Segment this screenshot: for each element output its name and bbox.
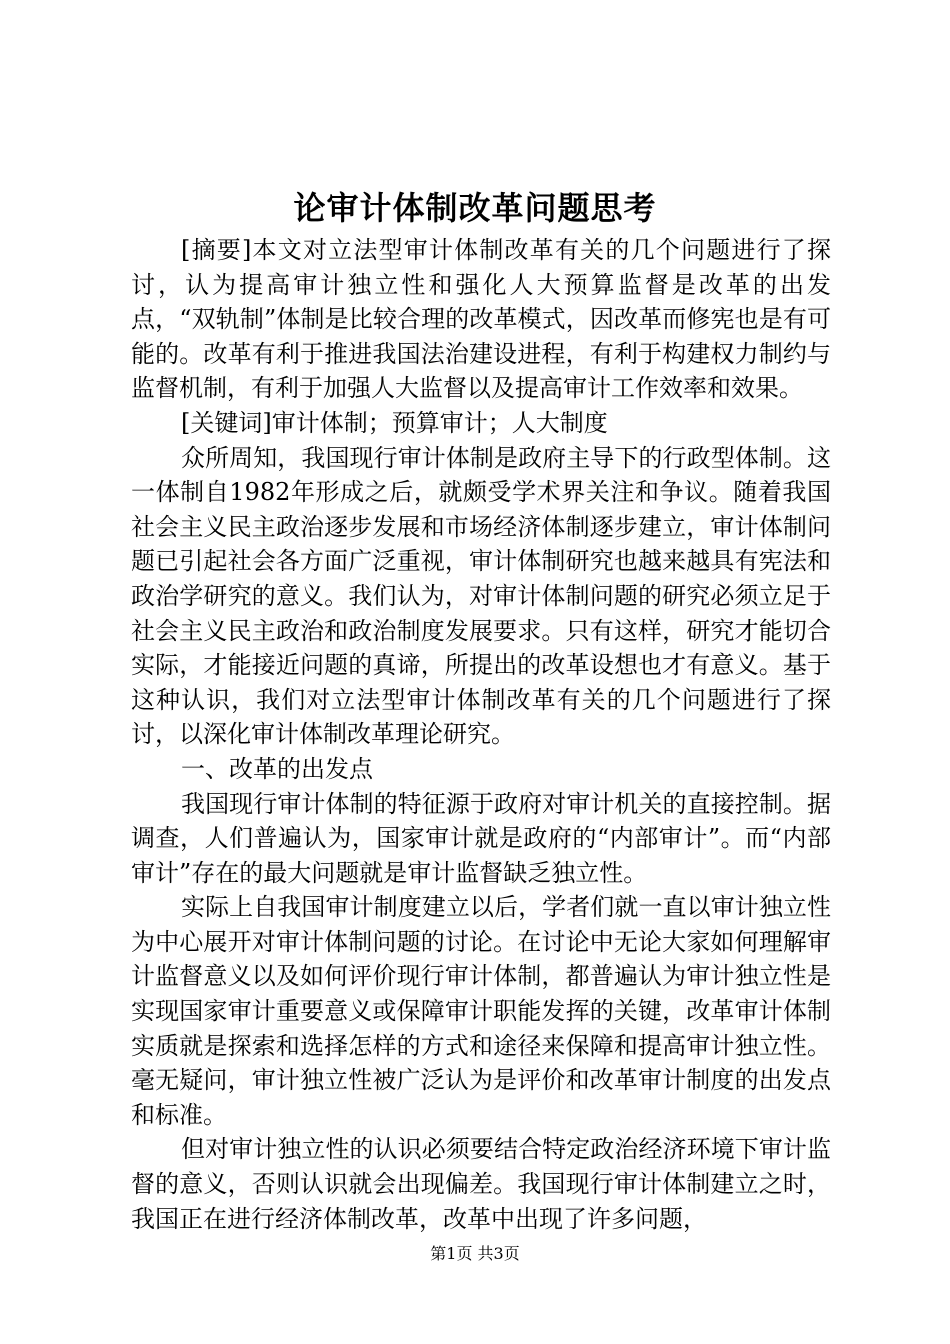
body-paragraph: 我国现行审计体制的特征源于政府对审计机关的直接控制。据调查，人们普遍认为，国家审计就是政府的“内部审计”。而“内部审计”存在的最大问题就是审计监督缺乏独立性。 (131, 789, 831, 887)
body-paragraph: 但对审计独立性的认识必须要结合特定政治经济环境下审计监督的意义，否则认识就会出现偏差。我国现行审计体制建立之时，我国正在进行经济体制改革，改革中出现了许多问题， (131, 1135, 831, 1233)
abstract-paragraph: [摘要]本文对立法型审计体制改革有关的几个问题进行了探讨，认为提高审计独立性和强化人大预算监督是改革的出发点，“双轨制”体制是比较合理的改革模式，因改革而修宪也是有可能的。改革有利于推进我国法治建设进程，有利于构建权力制约与监督机制，有利于加强人大监督以及提高审计工作效率和效果。 (131, 236, 831, 403)
section-heading: 一、改革的出发点 (181, 754, 373, 783)
keywords-paragraph: [关键词]审计体制；预算审计；人大制度 (181, 408, 608, 437)
document-body (131, 233, 831, 1236)
body-paragraph: 实际上自我国审计制度建立以后，学者们就一直以审计独立性为中心展开对审计体制问题的讨论。在讨论中无论大家如何理解审计监督意义以及如何评价现行审计体制，都普遍认为审计独立性是实现国家审计重要意义或保障审计职能发挥的关键，改革审计体制实质就是探索和选择怎样的方式和途径来保障和提高审计独立性。毫无疑问，审计独立性被广泛认为是评价和改革审计制度的出发点和标准。 (131, 893, 831, 1129)
page-number-footer: 第1页 共3页 (430, 1244, 520, 1263)
body-paragraph: 众所周知，我国现行审计体制是政府主导下的行政型体制。这一体制自1982年形成之后，就颇受学术界关注和争议。随着我国社会主义民主政治逐步发展和市场经济体制逐步建立，审计体制问题已引起社会各方面广泛重视，审计体制研究也越来越具有宪法和政治学研究的意义。我们认为，对审计体制问题的研究必须立足于社会主义民主政治和政治制度发展要求。只有这样，研究才能切合实际，才能接近问题的真谛，所提出的改革设想也才有意义。基于这种认识，我们对立法型审计体制改革有关的几个问题进行了探讨，以深化审计体制改革理论研究。 (131, 443, 831, 749)
document-title: 论审计体制改革问题思考 (293, 189, 657, 227)
